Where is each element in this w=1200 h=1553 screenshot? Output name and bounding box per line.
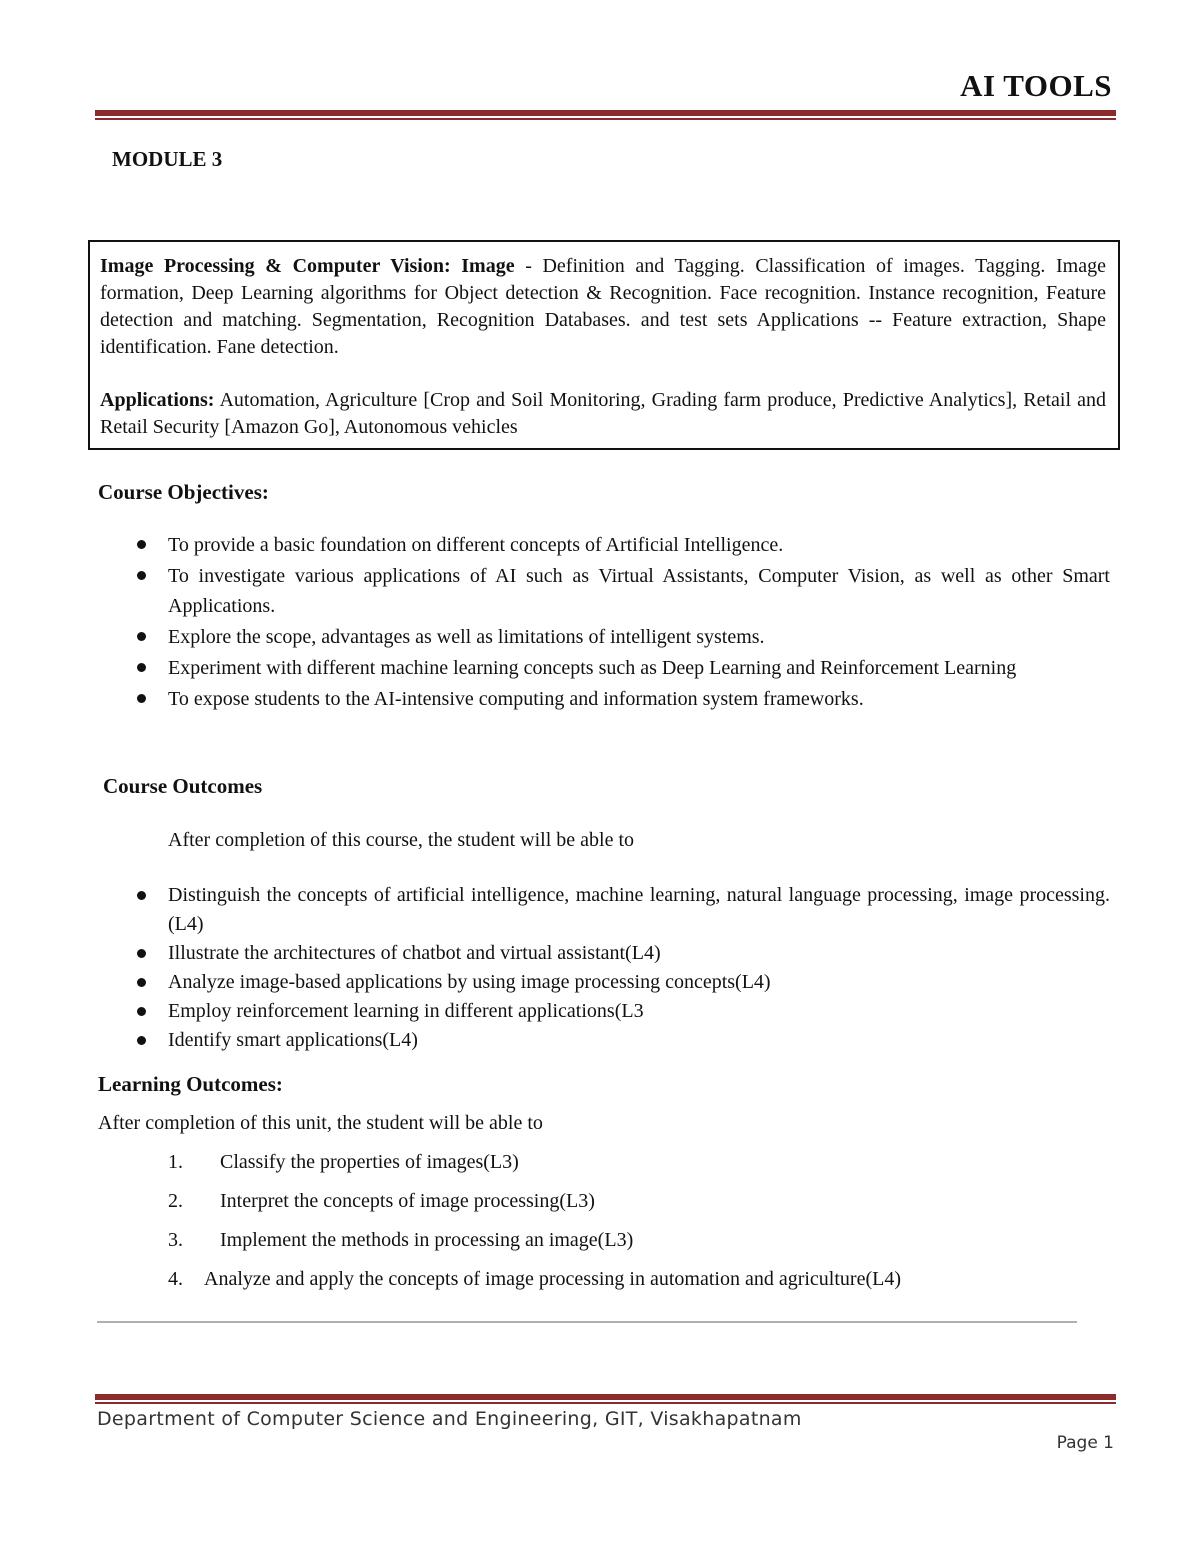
- list-item: [168, 653, 1110, 683]
- syllabus-topic-text: - Definition and Tagging. Classification of images. Tagging. Image formation, Deep Learning algorithms for Object detection & Recognition. Face recognition. Instance recognition, Feature detection and matching. Segmentation, Recognition Databases. and test sets Applications -- Feature extraction, Shape identification. Fane detection.: [100, 255, 1106, 358]
- syllabus-topic-bold: Image Processing & Computer Vision: Image: [100, 255, 515, 277]
- course-outcomes-heading: Course Outcomes: [103, 774, 263, 798]
- list-item-text: Implement the methods in processing an image(L3): [220, 1229, 634, 1251]
- list-item-text: To provide a basic foundation on different concepts of Artificial Intelligence.: [168, 534, 784, 556]
- bullet-icon: [137, 540, 146, 549]
- list-item: [168, 968, 1110, 997]
- module-title: MODULE 3: [112, 147, 223, 171]
- footer-department: Department of Computer Science and Engineering, GIT, Visakhapatnam: [97, 1408, 802, 1430]
- list-item-text: Identify smart applications(L4): [168, 1029, 418, 1051]
- list-item: [168, 684, 1110, 714]
- bullet-icon: [137, 571, 146, 580]
- course-outcomes-intro: After completion of this course, the student will be able to: [168, 829, 634, 851]
- list-item: [168, 561, 1110, 621]
- list-item-text: Classify the properties of images(L3): [220, 1151, 519, 1173]
- syllabus-topic: [100, 253, 1106, 361]
- list-item-text: To expose students to the AI-intensive computing and information system frameworks.: [168, 688, 864, 710]
- list-item: [168, 1225, 901, 1264]
- list-item-text: Experiment with different machine learning concepts such as Deep Learning and Reinforcement Learning: [168, 657, 1017, 679]
- syllabus-applications: [100, 387, 1106, 441]
- bullet-icon: [137, 978, 146, 987]
- course-objectives-list: [168, 530, 1110, 715]
- list-item-text: Explore the scope, advantages as well as limitations of intelligent systems.: [168, 626, 765, 648]
- list-item: [168, 622, 1110, 652]
- list-item-text: Illustrate the architectures of chatbot and virtual assistant(L4): [168, 942, 661, 964]
- list-item-number: 4.: [168, 1268, 183, 1290]
- content-end-divider: [97, 1321, 1077, 1323]
- page-number: Page 1: [1056, 1433, 1114, 1453]
- list-item-text: Analyze image-based applications by using image processing concepts(L4): [168, 971, 771, 993]
- list-item: [168, 1147, 901, 1186]
- list-item: [168, 530, 1110, 560]
- learning-outcomes-intro: After completion of this unit, the student will be able to: [98, 1112, 543, 1134]
- list-item-text: Analyze and apply the concepts of image processing in automation and agriculture(L4): [204, 1268, 901, 1290]
- footer-rule-thin: [95, 1402, 1116, 1404]
- footer-rule-thick: [95, 1394, 1116, 1400]
- list-item: [168, 997, 1110, 1026]
- list-item: [168, 1264, 901, 1303]
- bullet-icon: [137, 663, 146, 672]
- bullet-icon: [137, 694, 146, 703]
- learning-outcomes-heading: Learning Outcomes:: [98, 1072, 283, 1096]
- list-item: [168, 881, 1110, 939]
- bullet-icon: [137, 891, 146, 900]
- list-item: [168, 939, 1110, 968]
- list-item-text: Distinguish the concepts of artificial intelligence, machine learning, natural language processing, image processing.(L4): [168, 884, 1110, 935]
- header-title: AI TOOLS: [960, 68, 1112, 103]
- list-item: [168, 1026, 1110, 1055]
- learning-outcomes-list: [168, 1147, 901, 1303]
- syllabus-applications-text: Automation, Agriculture [Crop and Soil Monitoring, Grading farm produce, Predictive Analytics], Retail and Retail Security [Amazon Go], Autonomous vehicles: [100, 389, 1106, 438]
- bullet-icon: [137, 632, 146, 641]
- list-item-number: 2.: [168, 1190, 183, 1212]
- course-outcomes-list: [168, 881, 1110, 1055]
- list-item-text: Interpret the concepts of image processing(L3): [220, 1190, 595, 1212]
- syllabus-box: [88, 240, 1120, 450]
- bullet-icon: [137, 1007, 146, 1016]
- list-item-number: 3.: [168, 1229, 183, 1251]
- list-item: [168, 1186, 901, 1225]
- list-item-text: To investigate various applications of AI such as Virtual Assistants, Computer Vision, as well as other Smart Applications.: [168, 565, 1110, 617]
- list-item-number: 1.: [168, 1151, 183, 1173]
- bullet-icon: [137, 949, 146, 958]
- bullet-icon: [137, 1036, 146, 1045]
- course-objectives-heading: Course Objectives:: [98, 480, 269, 504]
- header-rule-thin: [95, 118, 1116, 120]
- header-rule-thick: [95, 110, 1116, 116]
- syllabus-applications-bold: Applications:: [100, 389, 215, 411]
- list-item-text: Employ reinforcement learning in different applications(L3: [168, 1000, 644, 1022]
